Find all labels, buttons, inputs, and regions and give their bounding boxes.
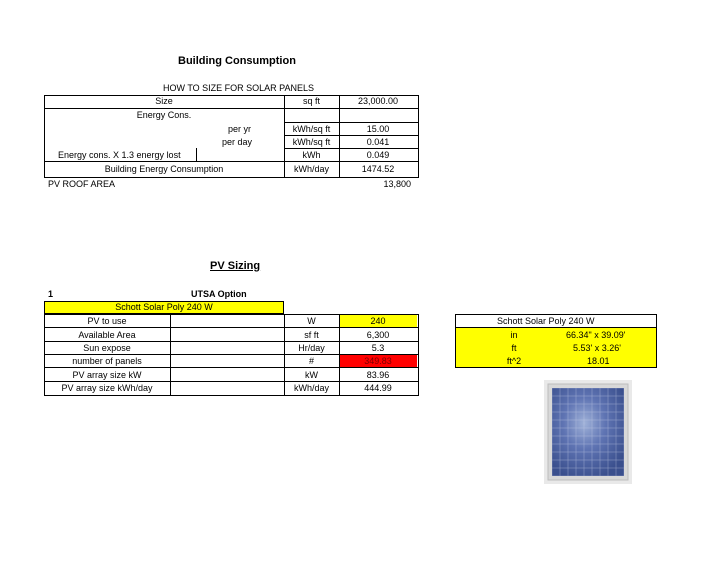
option-label: UTSA Option <box>191 289 247 299</box>
pv-row-unit: sf ft <box>304 330 319 340</box>
spec-value: 5.53' x 3.26' <box>573 343 621 353</box>
panel-name: Schott Solar Poly 240 W <box>115 302 213 312</box>
row-value-energy-lost: 0.049 <box>366 150 390 160</box>
pv-row-unit: W <box>307 316 316 326</box>
row-sub-per-day: per day <box>222 137 253 147</box>
pv-row-value: 6,300 <box>366 330 390 340</box>
pv-row-unit: # <box>308 356 314 366</box>
solar-panel-image <box>544 380 632 484</box>
spec-value: 66.34" x 39.09' <box>566 330 626 340</box>
pv-row-value: 5.3 <box>371 343 385 353</box>
spec-unit: in <box>510 330 518 340</box>
spec-title: Schott Solar Poly 240 W <box>497 316 595 326</box>
pv-row-value-panels: 349.83 <box>364 356 392 366</box>
row-label-building-consumption: Building Energy Consumption <box>104 164 224 174</box>
pv-row-label: PV array size kWh/day <box>61 383 153 393</box>
spec-unit: ft^2 <box>506 356 522 366</box>
pv-row-value: 83.96 <box>366 370 390 380</box>
row-unit-per-yr: kWh/sq ft <box>292 124 331 134</box>
row-value-building-consumption: 1474.52 <box>361 164 395 174</box>
pv-row-unit: kW <box>305 370 318 380</box>
pv-row-label: PV array size kW <box>72 370 142 380</box>
row-value-size: 23,000.00 <box>357 96 399 106</box>
row-label-size: Size <box>155 96 173 106</box>
row-unit-energy-lost: kWh <box>302 150 321 160</box>
pv-title: PV Sizing <box>210 260 261 272</box>
building-subtitle: HOW TO SIZE FOR SOLAR PANELS <box>163 83 315 93</box>
roof-area-value: 13,800 <box>383 179 411 189</box>
spec-value: 18.01 <box>587 356 610 366</box>
pv-row-unit: kWh/day <box>293 383 329 393</box>
pv-row-unit: Hr/day <box>298 343 325 353</box>
pv-row-label: Available Area <box>78 330 136 340</box>
row-unit-size: sq ft <box>302 96 320 106</box>
row-label-energy-lost: Energy cons. X 1.3 energy lost <box>58 150 181 160</box>
row-label-energy-cons: Energy Cons. <box>136 110 192 120</box>
option-number: 1 <box>48 289 54 299</box>
pv-row-label: number of panels <box>72 356 142 366</box>
pv-row-label: PV to use <box>87 316 127 326</box>
pv-row-value: 240 <box>370 316 386 326</box>
roof-area-label: PV ROOF AREA <box>48 179 116 189</box>
row-unit-per-day: kWh/sq ft <box>292 137 331 147</box>
pv-row-label: Sun expose <box>83 343 131 353</box>
pv-row-value: 444.99 <box>364 383 392 393</box>
spec-unit: ft <box>511 343 517 353</box>
row-sub-per-yr: per yr <box>228 124 252 134</box>
row-value-per-day: 0.041 <box>366 137 390 147</box>
row-value-per-yr: 15.00 <box>366 124 390 134</box>
building-title: Building Consumption <box>178 55 296 67</box>
row-unit-building-consumption: kWh/day <box>293 164 329 174</box>
